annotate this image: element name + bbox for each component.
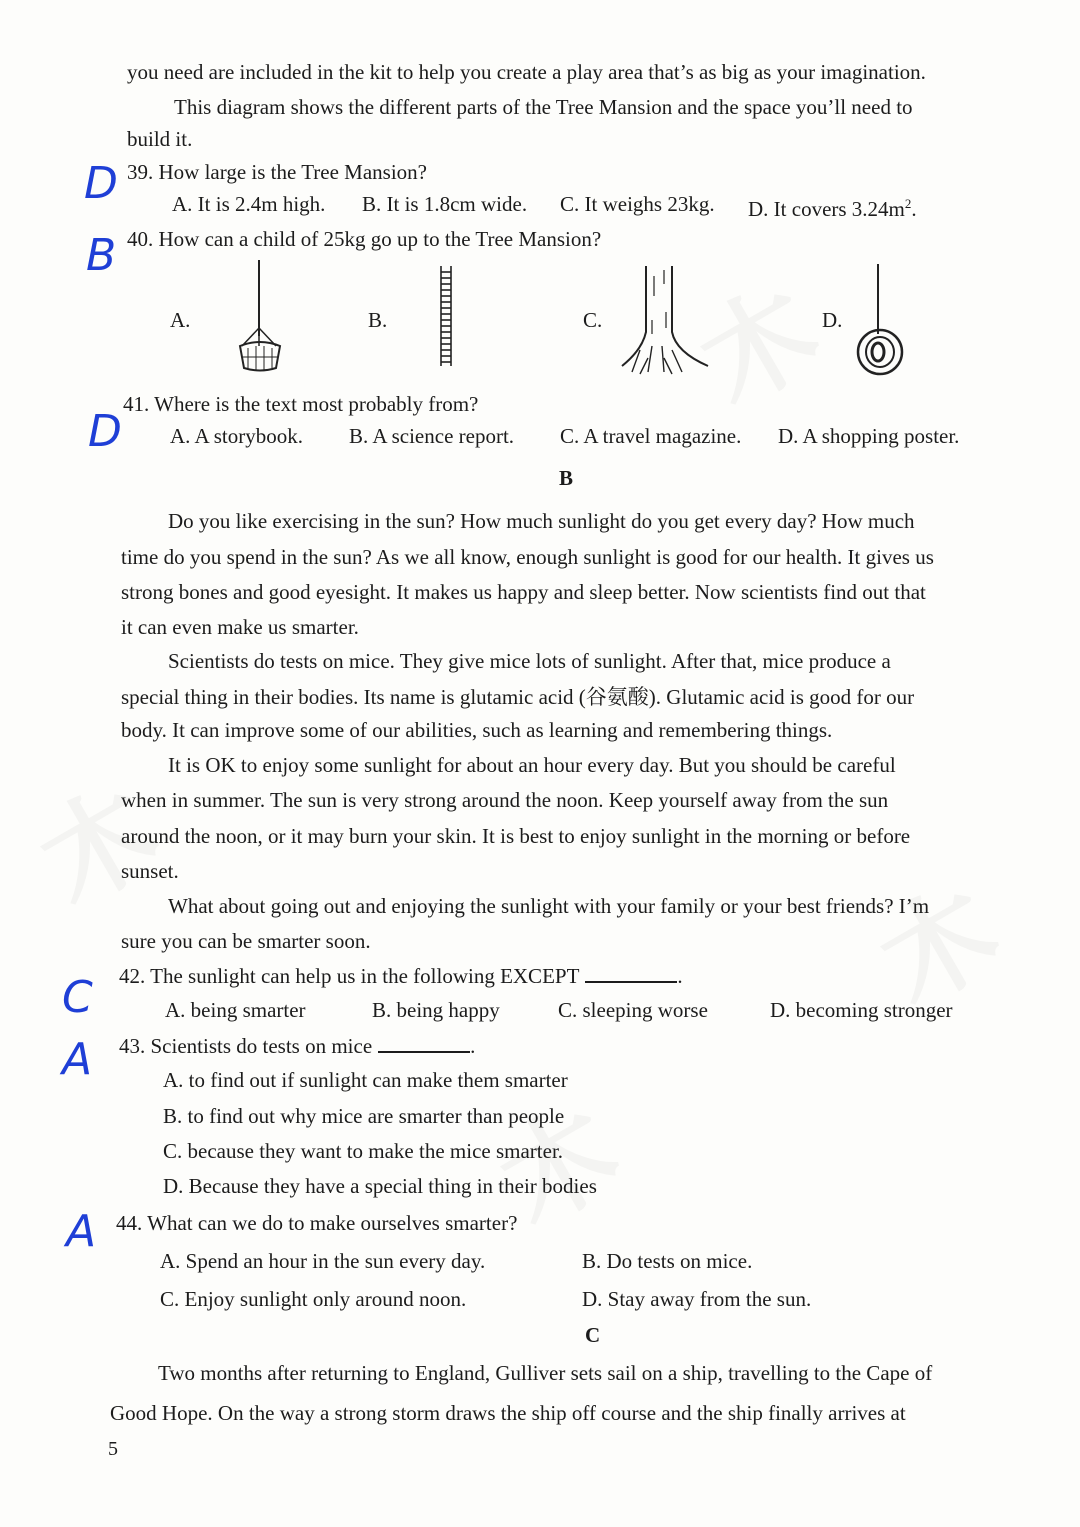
- question-40-option-c-label: C.: [583, 308, 603, 332]
- passage-b-line: time do you spend in the sun? As we all know, enough sunlight is good for our health. It gives us: [121, 545, 934, 569]
- question-41-option-c: C. A travel magazine.: [560, 424, 742, 448]
- passage-b-line: strong bones and good eyesight. It makes us happy and sleep better. Now scientists find out that: [121, 580, 926, 604]
- question-42-option-a: A. being smarter: [165, 998, 306, 1022]
- question-39-option-c: C. It weighs 23kg.: [560, 192, 715, 216]
- question-40-stem: 40. How can a child of 25kg go up to the Tree Mansion?: [127, 227, 602, 251]
- question-39-option-a: A. It is 2.4m high.: [172, 192, 326, 216]
- tree-trunk-icon: [618, 262, 714, 378]
- rope-basket-icon: [232, 258, 288, 374]
- question-39-option-b: B. It is 1.8cm wide.: [362, 192, 528, 216]
- question-41-option-a: A. A storybook.: [170, 424, 304, 448]
- passage-b-line: It is OK to enjoy some sunlight for about an hour every day. But you should be careful: [168, 753, 896, 777]
- passage-b-line: sunset.: [121, 859, 179, 883]
- question-41-stem: 41. Where is the text most probably from?: [123, 392, 479, 416]
- intro-line: you need are included in the kit to help you create a play area that’s as big as your imagination.: [127, 60, 926, 84]
- passage-b-line: Do you like exercising in the sun? How much sunlight do you get every day? How much: [168, 509, 915, 533]
- question-43-option-a: A. to find out if sunlight can make them smarter: [163, 1068, 568, 1092]
- answer-blank: [378, 1033, 470, 1053]
- handwritten-answer-43: A: [62, 1034, 93, 1085]
- handwritten-answer-40: B: [86, 230, 117, 281]
- question-41-option-b: B. A science report.: [349, 424, 515, 448]
- passage-b-line: body. It can improve some of our abilities, such as learning and remembering things.: [121, 718, 833, 742]
- question-44-option-a: A. Spend an hour in the sun every day.: [160, 1249, 486, 1273]
- question-42-stem: 42. The sunlight can help us in the following EXCEPT .: [119, 964, 683, 988]
- question-41-option-d: D. A shopping poster.: [778, 424, 960, 448]
- question-44-stem: 44. What can we do to make ourselves smarter?: [116, 1211, 518, 1235]
- answer-blank: [585, 963, 677, 983]
- rope-ladder-icon: [436, 264, 456, 368]
- question-42-option-c: C. sleeping worse: [558, 998, 708, 1022]
- question-42-option-b: B. being happy: [372, 998, 500, 1022]
- passage-b-line: around the noon, or it may burn your skin. It is best to enjoy sunlight in the morning or before: [121, 824, 911, 848]
- question-39-stem: 39. How large is the Tree Mansion?: [127, 160, 427, 184]
- passage-b-line: sure you can be smarter soon.: [121, 929, 371, 953]
- question-40-option-d-label: D.: [822, 308, 843, 332]
- rope-tyre-swing-icon: [852, 262, 908, 378]
- question-43-option-b: B. to find out why mice are smarter than people: [163, 1104, 565, 1128]
- question-39-option-d: D. It covers $3.24m^2$.: [748, 196, 917, 221]
- question-42-option-d: D. becoming stronger: [770, 998, 953, 1022]
- passage-b-line: when in summer. The sun is very strong around the noon. Keep yourself away from the sun: [121, 788, 889, 812]
- intro-line: build it.: [127, 127, 193, 151]
- question-44-option-b: B. Do tests on mice.: [582, 1249, 753, 1273]
- question-43-stem: 43. Scientists do tests on mice .: [119, 1034, 476, 1058]
- intro-line: This diagram shows the different parts of the Tree Mansion and the space you’ll need to: [174, 95, 913, 119]
- question-40-option-b-label: B.: [368, 308, 388, 332]
- passage-c-line: Two months after returning to England, Gulliver sets sail on a ship, travelling to the Cape of: [158, 1361, 933, 1385]
- passage-b-line: it can even make us smarter.: [121, 615, 359, 639]
- handwritten-answer-41: D: [88, 406, 122, 457]
- question-44-option-d: D. Stay away from the sun.: [582, 1287, 812, 1311]
- passage-c-line: Good Hope. On the way a strong storm draws the ship off course and the ship finally arrives at: [110, 1401, 906, 1425]
- handwritten-answer-39: D: [84, 158, 118, 209]
- question-43-option-d: D. Because they have a special thing in their bodies: [163, 1174, 597, 1198]
- question-44-option-c: C. Enjoy sunlight only around noon.: [160, 1287, 467, 1311]
- section-b-heading: B: [559, 466, 574, 490]
- question-43-option-c: C. because they want to make the mice smarter.: [163, 1139, 564, 1163]
- handwritten-answer-44: A: [66, 1206, 97, 1257]
- handwritten-answer-42: C: [62, 972, 93, 1023]
- passage-b-line: Scientists do tests on mice. They give mice lots of sunlight. After that, mice produce a: [168, 649, 891, 673]
- page-number: 5: [108, 1438, 118, 1460]
- passage-b-line: special thing in their bodies. Its name is glutamic acid (谷氨酸). Glutamic acid is good for our: [121, 685, 915, 709]
- question-40-option-a-label: A.: [170, 308, 191, 332]
- passage-b-line: What about going out and enjoying the sunlight with your family or your best friends? I’m: [168, 894, 930, 918]
- section-c-heading: C: [585, 1323, 601, 1347]
